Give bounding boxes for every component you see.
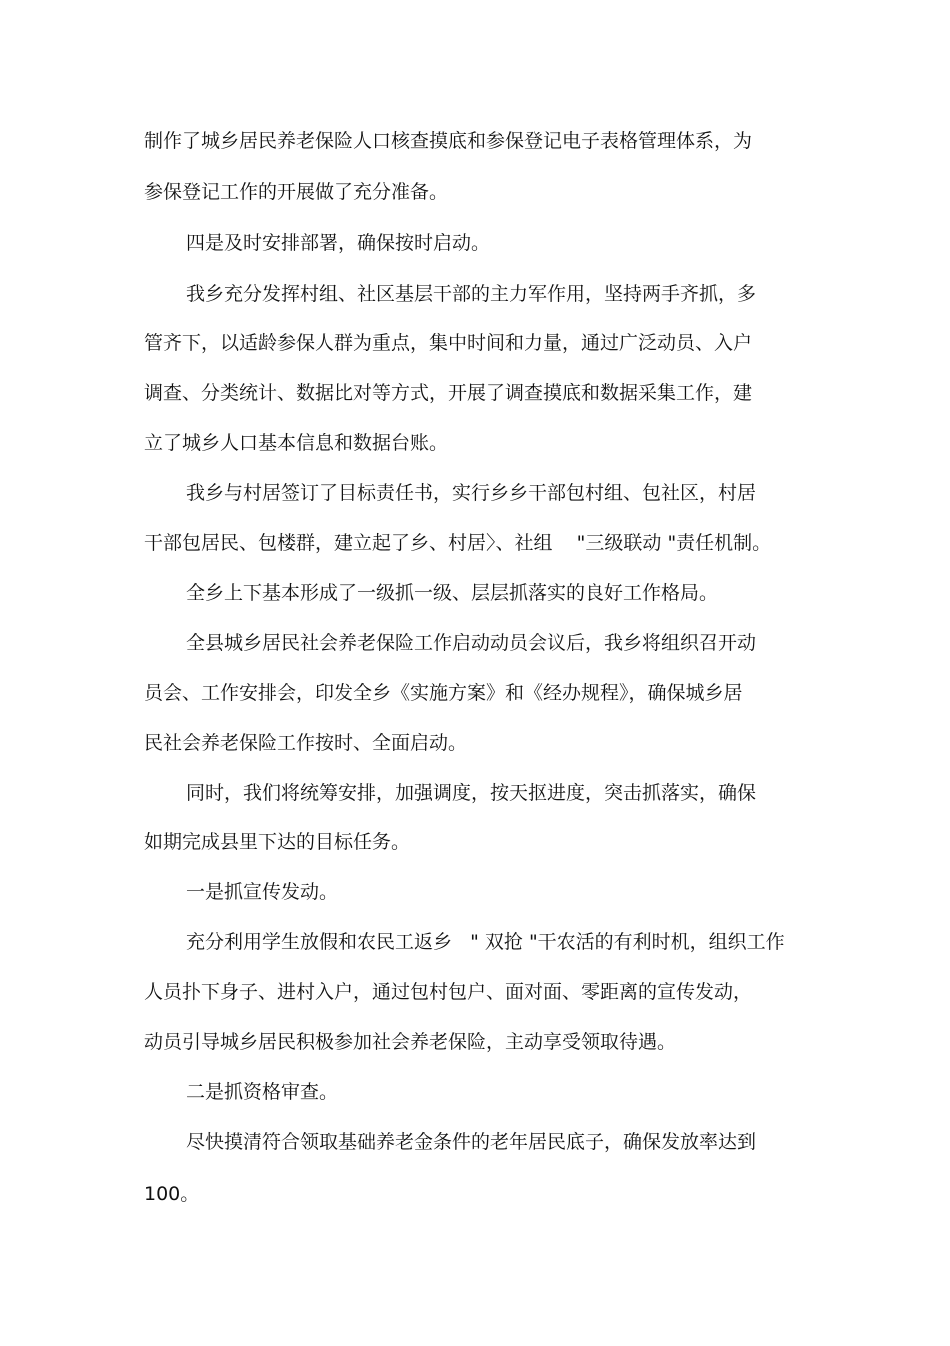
text-line: 员会、工作安排会，印发全乡《实施方案》和《经办规程》，确保城乡居 bbox=[144, 682, 743, 704]
text-line: 动员引导城乡居民积极参加社会养老保险，主动享受领取待遇。 bbox=[144, 1031, 677, 1053]
section-heading: 二是抓资格审查。 bbox=[186, 1081, 339, 1103]
text-line: 参保登记工作的开展做了充分准备。 bbox=[144, 181, 449, 203]
text-line: 如期完成县里下达的目标任务。 bbox=[144, 831, 411, 853]
text-line: 我乡与村居签订了目标责任书，实行乡乡干部包村组、包社区，村居 bbox=[186, 482, 757, 504]
text-line: 人员扑下身子、进村入户，通过包村包户、面对面、零距离的宣传发动， bbox=[144, 981, 753, 1003]
section-heading: 四是及时安排部署，确保按时启动。 bbox=[186, 232, 491, 254]
text-line: 民社会养老保险工作按时、全面启动。 bbox=[144, 732, 468, 754]
text-line: 调查、分类统计、数据比对等方式，开展了调查摸底和数据采集工作，建 bbox=[144, 382, 753, 404]
text-line: 尽快摸清符合领取基础养老金条件的老年居民底子，确保发放率达到 bbox=[186, 1131, 757, 1153]
text-line: 充分利用学生放假和农民工返乡 " 双抢 "干农活的有利时机，组织工作 bbox=[186, 931, 785, 953]
text-line: 制作了城乡居民养老保险人口核查摸底和参保登记电子表格管理体系，为 bbox=[144, 130, 753, 152]
text-line: 干部包居民、包楼群，建立起了乡、村居〉、社组 "三级联动 "责任机制。 bbox=[144, 532, 772, 554]
text-line: 同时，我们将统筹安排，加强调度，按天抠进度，突击抓落实，确保 bbox=[186, 782, 757, 804]
text-line: 立了城乡人口基本信息和数据台账。 bbox=[144, 432, 449, 454]
text-line: 全乡上下基本形成了一级抓一级、层层抓落实的良好工作格局。 bbox=[186, 582, 719, 604]
section-heading: 一是抓宣传发动。 bbox=[186, 881, 339, 903]
text-line: 全县城乡居民社会养老保险工作启动动员会议后，我乡将组织召开动 bbox=[186, 632, 757, 654]
text-line: 我乡充分发挥村组、社区基层干部的主力军作用，坚持两手齐抓，多 bbox=[186, 283, 757, 305]
text-line: 管齐下，以适龄参保人群为重点，集中时间和力量，通过广泛动员、入户 bbox=[144, 332, 753, 354]
text-line: 100。 bbox=[144, 1183, 200, 1205]
